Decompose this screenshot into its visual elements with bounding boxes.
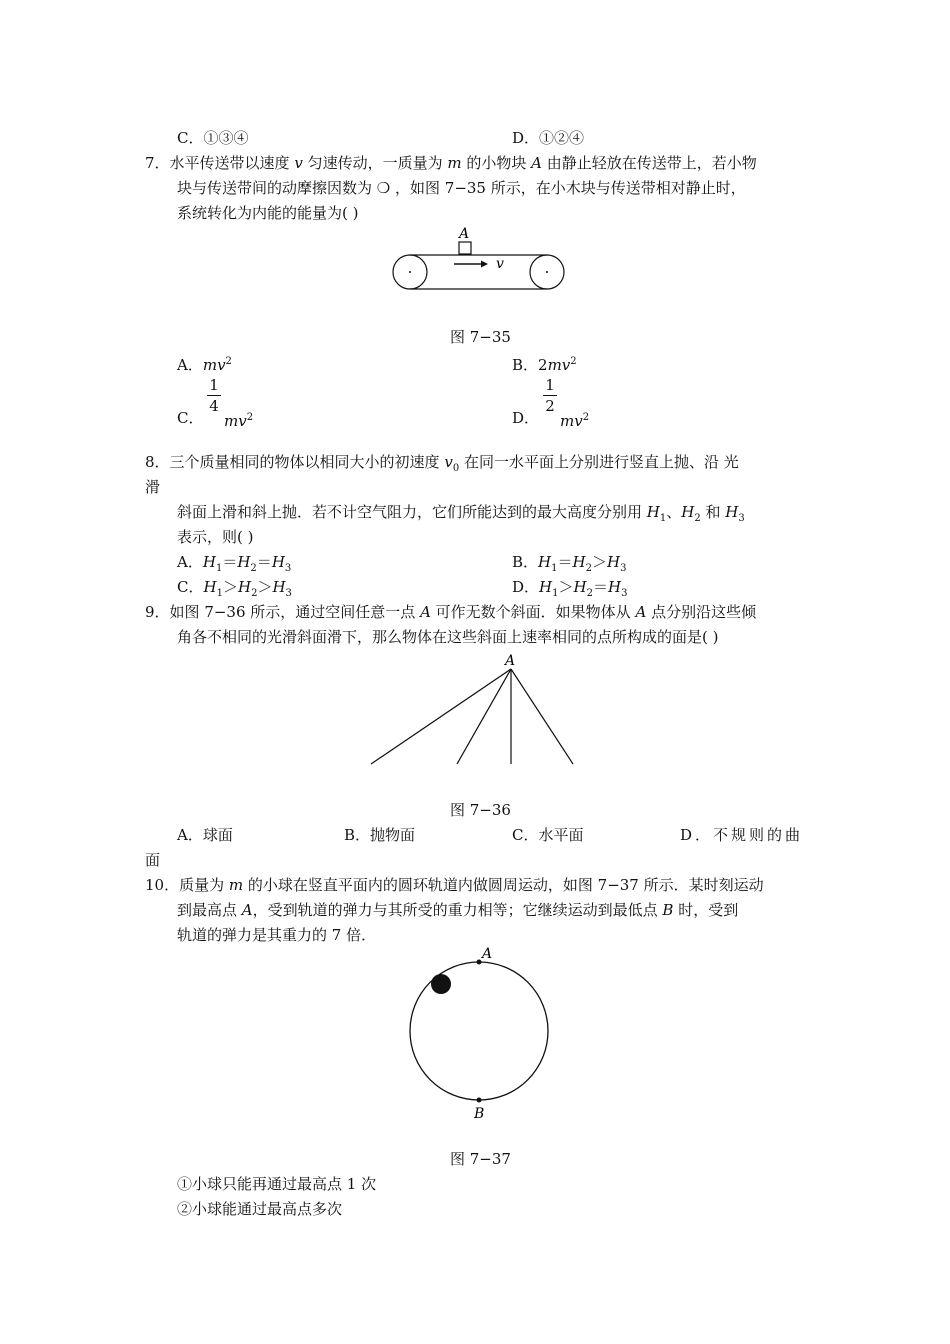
option-d-prev: D．①②④ [512,129,585,147]
q7-option-d-expr: $mv^2$ [560,412,590,430]
q8-line1: 8．三个质量相同的物体以相同大小的初速度 $v_0$ 在同一水平面上分别进行竖直上抛、沿 光 [145,453,739,474]
figure-caption-7-36: 图 7−36 [450,801,511,819]
q9-option-c: C．水平面 [512,826,584,844]
q8-option-a: A．$H_1=H_2=H_3$ [177,553,292,574]
q9-option-d-cont: 面 [145,851,161,869]
q7-option-d-label: D． [512,409,540,427]
q8-line4: 表示，则( ) [177,528,254,546]
option-c-prev: C．①③④ [177,129,249,147]
figure-caption-7-35: 图 7−35 [450,328,511,346]
mu-symbol: ❍ [376,179,391,197]
q7-option-c-fraction: 1 4 [207,376,221,415]
fig-label-v: v [496,256,504,272]
q10-statement-1: ①小球只能再通过最高点 1 次 [177,1175,377,1193]
conveyor-belt-figure [388,222,568,298]
fig37-label-a: A [482,946,493,962]
fig-label-a: A [459,226,470,242]
q7-option-c-label: C． [177,409,204,427]
q9-option-a: A．球面 [177,826,233,844]
q9-line1: 9．如图 7−36 所示，通过空间任意一点 A 可作无数个斜面．如果物体从 A 点分别沿这些倾 [145,603,757,621]
q10-line1: 10．质量为 m 的小球在竖直平面内的圆环轨道内做圆周运动，如图 7−37 所示．某时刻运动 [145,876,764,894]
q7-line3: 系统转化为内能的能量为( ) [177,204,359,222]
q9-line2: 角各不相同的光滑斜面滑下，那么物体在这些斜面上速率相同的点所构成的面是( ) [177,628,719,646]
fig37-label-b: B [474,1106,485,1122]
q8-option-c: C．$H_1>H_2>H_3$ [177,578,292,599]
q9-option-d: D．不规则的曲 [680,826,804,844]
q8-line3: 斜面上滑和斜上抛．若不计空气阻力，它们所能达到的最大高度分别用 $H_1$、$H_2$ 和 $H_3$ [177,503,745,524]
inclined-planes-figure [368,650,578,770]
q7-option-d-fraction: 1 2 [543,376,557,415]
circular-track-figure [400,940,560,1125]
figure-caption-7-37: 图 7−37 [450,1150,511,1168]
q8-line2: 滑 [145,478,161,496]
q10-line2: 到最高点 A，受到轨道的弹力与其所受的重力相等；它继续运动到最低点 B 时，受到 [177,901,739,919]
q7-option-a: A．$mv^2$ [177,356,232,374]
q7-line1: 7．水平传送带以速度 v 匀速传动，一质量为 m 的小物块 A 由静止轻放在传送带上，若小物 [145,154,757,172]
q7-line2: 块与传送带间的动摩擦因数为 ❍ ，如图 7−35 所示，在小木块与传送带相对静止时， [177,179,746,197]
q9-option-b: B．抛物面 [344,826,416,844]
fig36-label-a: A [505,653,516,669]
q8-option-d: D．$H_1>H_2=H_3$ [512,578,628,599]
q7-option-c-expr: $mv^2$ [224,412,254,430]
q7-option-b: B．$2mv^2$ [512,356,577,374]
q10-line3: 轨道的弹力是其重力的 7 倍． [177,926,377,944]
q8-option-b: B．$H_1=H_2>H_3$ [512,553,627,574]
q10-statement-2: ②小球能通过最高点多次 [177,1200,343,1218]
